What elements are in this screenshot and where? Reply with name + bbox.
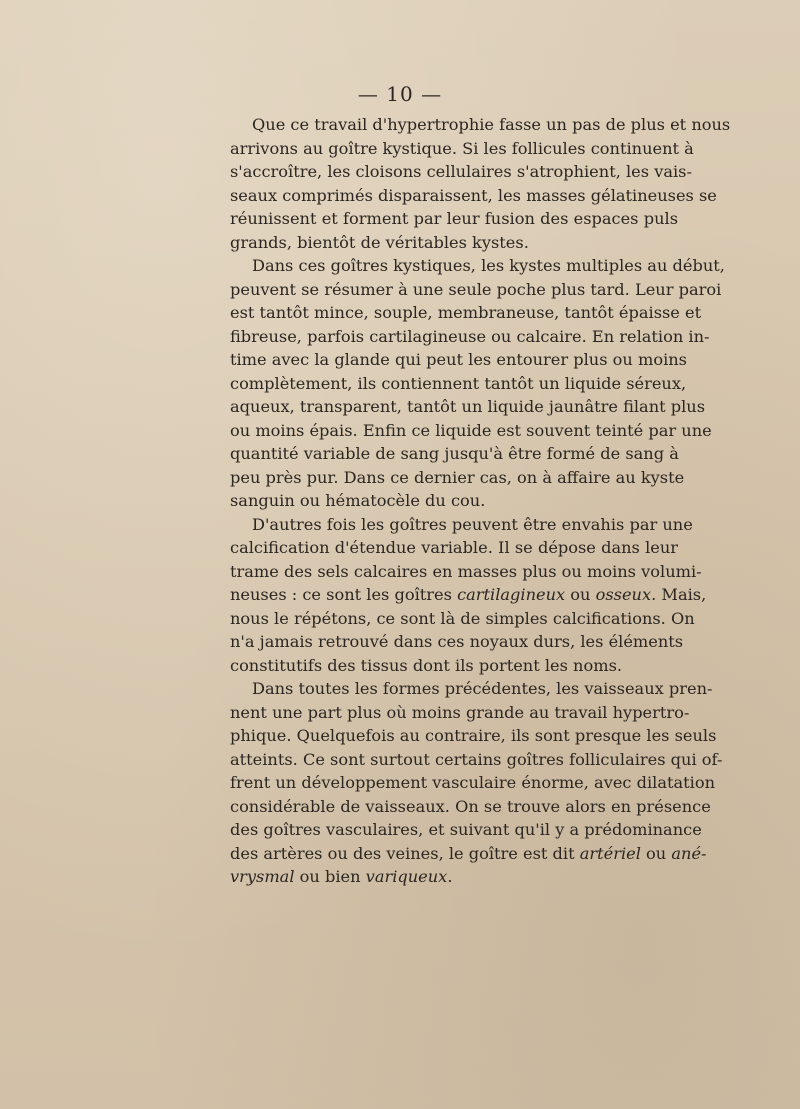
text-line: quantité variable de sang jusqu'à être formé de sang à xyxy=(230,444,679,463)
text-body xyxy=(230,113,731,889)
text-line: arrivons au goître kystique. Si les follicules continuent à xyxy=(230,138,694,158)
text-line: peuvent se résumer à une seule poche plus tard. Leur paroi xyxy=(230,279,722,299)
text-line: trame des sels calcaires en masses plus ou moins volumi- xyxy=(230,561,702,581)
italic-term: artériel xyxy=(579,843,641,863)
text-line: calcification d'étendue variable. Il se dépose dans leur xyxy=(230,538,678,557)
text-line: seaux comprimés disparaissent, les masses gélatineuses se xyxy=(230,185,717,205)
text-line: considérable de vaisseaux. On se trouve alors en présence xyxy=(230,796,711,816)
text-line: nent une part plus où moins grande au travail hypertro- xyxy=(230,702,690,722)
text-line: time avec la glande qui peut les entourer plus ou moins xyxy=(230,350,687,369)
page-number: — 10 — xyxy=(357,82,443,106)
text-line: fibreuse, parfois cartilagineuse ou calcaire. En relation in- xyxy=(230,326,710,346)
paragraph-1 xyxy=(230,113,731,254)
paragraph-2 xyxy=(230,254,725,513)
text-line: s'accroître, les cloisons cellulaires s'atrophient, les vais- xyxy=(230,162,692,181)
text-line: des goîtres vasculaires, et suivant qu'il y a prédominance xyxy=(230,820,702,839)
text-line: Que ce travail d'hypertrophie fasse un pas de plus et nous xyxy=(252,115,731,134)
text-line: vrysmal ou bien variqueux. xyxy=(230,867,453,886)
text-line: frent un développement vasculaire énorme, avec dilatation xyxy=(230,773,716,792)
paragraph-3 xyxy=(230,513,707,678)
text-line: peu près pur. Dans ce dernier cas, on à affaire au kyste xyxy=(230,467,685,487)
paragraph-4 xyxy=(230,677,723,889)
text-line: complètement, ils contiennent tantôt un liquide séreux, xyxy=(230,373,687,393)
text-line: des artères ou des veines, le goître est dit artériel ou ané- xyxy=(230,843,707,863)
italic-term: ané- xyxy=(671,843,707,863)
text-line: nous le répétons, ce sont là de simples calcifications. On xyxy=(230,608,695,628)
italic-term: vrysmal xyxy=(230,867,295,886)
text-line: sanguin ou hématocèle du cou. xyxy=(230,491,486,510)
italic-term: cartilagineux xyxy=(457,585,566,604)
text-line: neuses : ce sont les goîtres cartilagineux ou osseux. Mais, xyxy=(230,585,707,604)
text-line: constitutifs des tissus dont ils portent les noms. xyxy=(230,655,623,675)
text-line: atteints. Ce sont surtout certains goîtres folliculaires qui of- xyxy=(230,749,723,769)
text-line: ou moins épais. Enfin ce liquide est souvent teinté par une xyxy=(230,420,712,440)
text-line: aqueux, transparent, tantôt un liquide jaunâtre filant plus xyxy=(230,397,706,416)
text-line: n'a jamais retrouvé dans ces noyaux durs, les éléments xyxy=(230,632,684,651)
text-line: D'autres fois les goîtres peuvent être envahis par une xyxy=(252,514,693,534)
text-line: grands, bientôt de véritables kystes. xyxy=(230,232,529,252)
text-line: Dans ces goîtres kystiques, les kystes multiples au début, xyxy=(252,256,725,275)
text-line: réunissent et forment par leur fusion des espaces puls xyxy=(230,209,678,228)
text-line: est tantôt mince, souple, membraneuse, tantôt épaisse et xyxy=(230,303,702,322)
italic-term: osseux xyxy=(595,585,652,604)
text-line: phique. Quelquefois au contraire, ils sont presque les seuls xyxy=(230,726,717,745)
italic-term: variqueux xyxy=(365,867,448,886)
text-line: Dans toutes les formes précédentes, les vaisseaux pren- xyxy=(252,679,713,698)
